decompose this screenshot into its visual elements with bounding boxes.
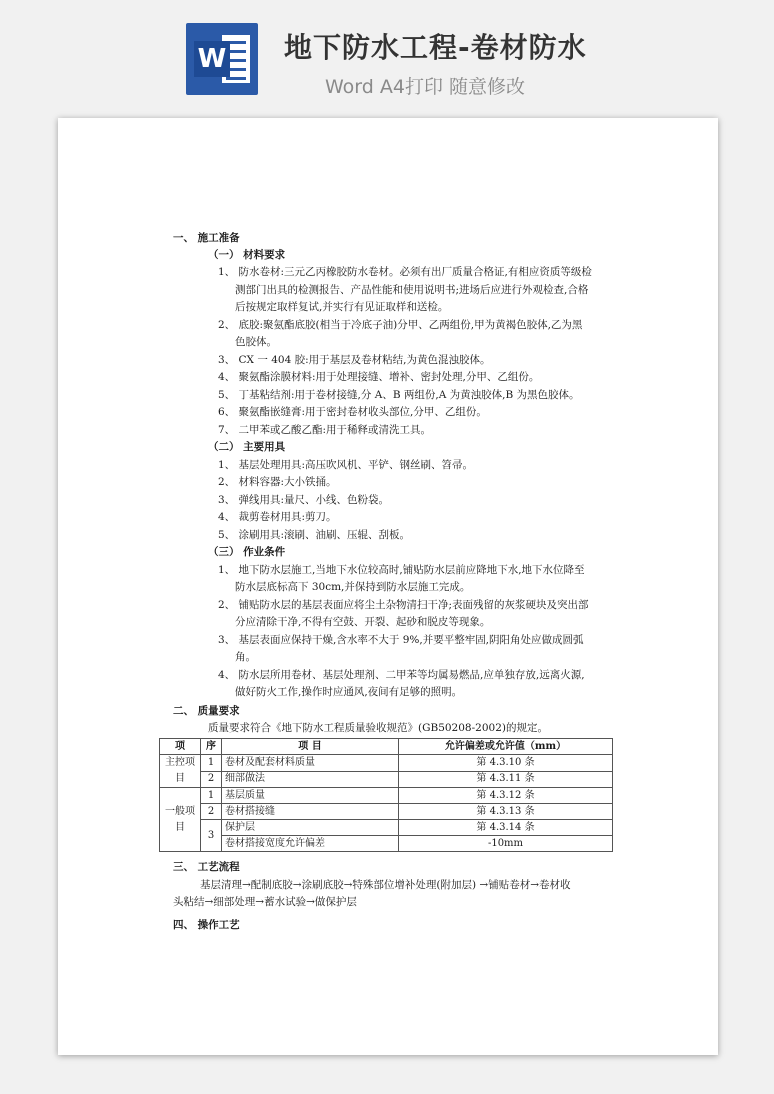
text-line: 3、 CX 一 404 胶:用于基层及卷材粘结,为黄色混浊胶体。	[218, 354, 491, 366]
text-line: 1、 防水卷材:三元乙丙橡胶防水卷材。必须有出厂质量合格证,有相应资质等级检	[218, 266, 592, 278]
table-row	[160, 804, 613, 820]
item-cell: 卷材及配套材料质量	[222, 755, 399, 772]
item-cell: 细部做法	[222, 771, 399, 788]
value-cell: 第 4.3.10 条	[399, 755, 613, 772]
text-line: 4、 裁剪卷材用具:剪刀。	[218, 511, 337, 523]
seq-cell: 1	[201, 788, 222, 804]
text-line: 做好防火工作,操作时应通风,夜间有足够的照明。	[235, 686, 463, 698]
table-row	[160, 771, 613, 788]
seq-cell: 2	[201, 771, 222, 788]
text-line: 分应清除干净,不得有空鼓、开裂、起砂和脱皮等现象。	[235, 616, 491, 628]
text-line: 角。	[235, 651, 256, 663]
banner	[0, 0, 774, 118]
value-cell: 第 4.3.14 条	[399, 820, 613, 836]
section-heading-2: 二、 质量要求	[173, 705, 240, 717]
text-line: 2、 底胶:聚氨酯底胶(相当于冷底子油)分甲、乙两组份,甲为黄褐色胶体,乙为黑	[218, 319, 583, 331]
text-line: 1、 基层处理用具:高压吹风机、平铲、钢丝刷、笤帚。	[218, 459, 474, 471]
seq-cell: 1	[201, 755, 222, 772]
table-row	[160, 788, 613, 804]
table-header-cell: 项	[160, 739, 201, 755]
quality-table	[159, 738, 613, 852]
value-cell: 第 4.3.11 条	[399, 771, 613, 788]
text-line: 色胶体。	[235, 336, 277, 348]
item-cell: 卷材搭接缝	[222, 804, 399, 820]
text-line: 头粘结→细部处理→蓄水试验→做保护层	[173, 896, 357, 908]
text-line: 4、 防水层所用卷材、基层处理剂、二甲苯等均属易燃品,应单独存放,远离火源,	[218, 669, 585, 681]
table-header-row	[160, 739, 613, 755]
text-line: 3、 弹线用具:量尺、小线、色粉袋。	[218, 494, 390, 506]
seq-cell: 2	[201, 804, 222, 820]
text-line: 7、 二甲苯或乙酸乙酯:用于稀释或清洗工具。	[218, 424, 432, 436]
text-line: 4、 聚氨酯涂膜材料:用于处理接缝、增补、密封处理,分甲、乙组份。	[218, 371, 540, 383]
table-row	[160, 755, 613, 772]
text-line: 1、 地下防水层施工,当地下水位较高时,铺贴防水层前应降地下水,地下水位降至	[218, 564, 585, 576]
value-cell: 第 4.3.13 条	[399, 804, 613, 820]
seq-cell: 3	[201, 820, 222, 852]
text-line: 5、 丁基粘结剂:用于卷材接缝,分 A、B 两组份,A 为黄浊胶体,B 为黑色胶体。	[218, 389, 580, 401]
text-line: 测部门出具的检测报告、产品性能和使用说明书;进场后应进行外观检查,合格	[235, 284, 589, 296]
value-cell: -10mm	[399, 836, 613, 852]
group-cell: 主控项目	[160, 755, 201, 788]
text-line: 3、 基层表面应保持干燥,含水率不大于 9%,并要平整牢固,阴阳角处应做成圆弧	[218, 634, 584, 646]
text-line: 后按规定取样复试,并实行有见证取样和送检。	[235, 301, 449, 313]
item-cell: 卷材搭接宽度允许偏差	[222, 836, 399, 852]
text-line: 6、 聚氨酯嵌缝膏:用于密封卷材收头部位,分甲、乙组份。	[218, 406, 487, 418]
table-header-cell: 序	[201, 739, 222, 755]
subsection-heading: （一） 材料要求	[208, 249, 286, 261]
subsection-heading: （三） 作业条件	[208, 546, 286, 558]
group-cell: 一般项目	[160, 788, 201, 852]
section-heading-4: 四、 操作工艺	[173, 919, 240, 931]
word-icon-letter: W	[194, 41, 230, 77]
section-heading-3: 三、 工艺流程	[173, 861, 240, 873]
banner-subtitle: Word A4打印 随意修改	[325, 76, 526, 98]
table-row	[160, 836, 613, 852]
word-document-icon	[186, 23, 258, 95]
banner-title: 地下防水工程-卷材防水	[284, 31, 587, 64]
text-line: 5、 涂刷用具:滚刷、油刷、压辊、刮板。	[218, 529, 411, 541]
item-cell: 保护层	[222, 820, 399, 836]
section-heading-1: 一、 施工准备	[173, 232, 240, 244]
text-line: 2、 材料容器:大小铁捅。	[218, 476, 337, 488]
table-header-cell: 项 目	[222, 739, 399, 755]
item-cell: 基层质量	[222, 788, 399, 804]
text-line: 质量要求符合《地下防水工程质量验收规范》(GB50208-2002)的规定。	[208, 722, 548, 734]
text-line: 2、 铺贴防水层的基层表面应将尘土杂物清扫干净;表面残留的灰浆硬块及突出部	[218, 599, 589, 611]
document-page	[58, 118, 718, 1055]
table-header-cell: 允许偏差或允许值（mm）	[399, 739, 613, 755]
text-line: 防水层底标高下 30cm,并保持到防水层施工完成。	[235, 581, 471, 593]
subsection-heading: （二） 主要用具	[208, 441, 286, 453]
text-line: 基层清理→配制底胶→涂刷底胶→特殊部位增补处理(附加层) →铺贴卷材→卷材收	[200, 879, 571, 891]
table-row	[160, 820, 613, 836]
value-cell: 第 4.3.12 条	[399, 788, 613, 804]
